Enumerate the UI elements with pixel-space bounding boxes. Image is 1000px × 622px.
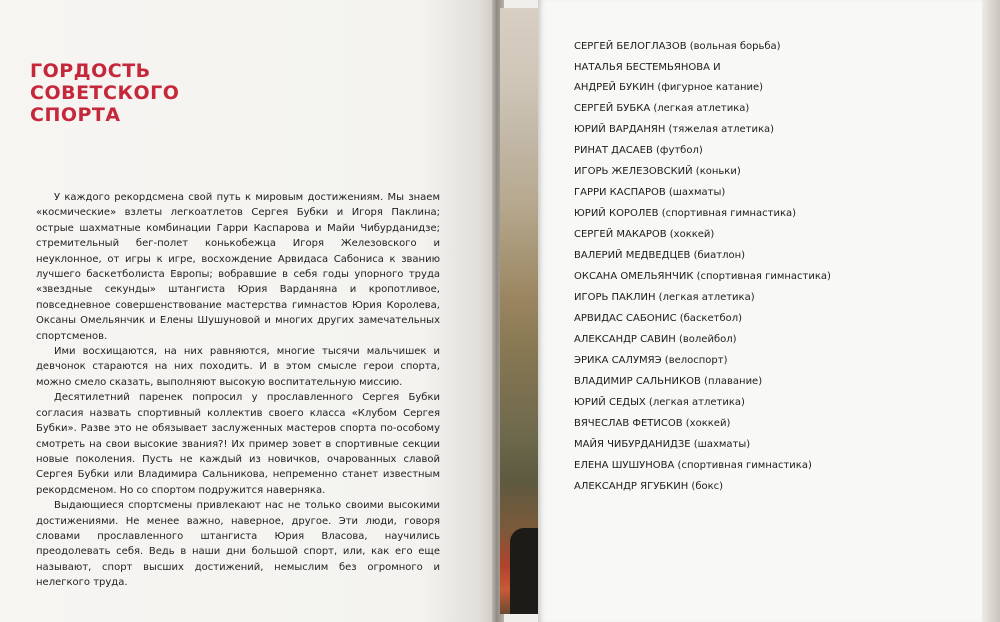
athlete-name: РИНАТ ДАСАЕВ (футбол): [574, 145, 703, 156]
list-item: [574, 208, 974, 229]
paragraph: Выдающиеся спортсмены привлекают нас не только своими высокими достижениями. Не менее важно, наверное, другое. Эти люди, говоря словами прославленного штангиста Юрия Власова, научились преодолевать себя. Ведь в наши дни большой спорт, или, как его еще называют, спорт высших достижений, немыслим без огромного и нелегкого труда.: [36, 500, 440, 589]
athlete-name: СЕРГЕЙ МАКАРОВ (хоккей): [574, 229, 715, 240]
list-item: [574, 376, 974, 397]
athlete-name: АЛЕКСАНДР САВИН (волейбол): [574, 334, 737, 345]
title-line: СПОРТА: [30, 104, 121, 126]
page-title: [30, 60, 179, 126]
list-item: [574, 418, 974, 439]
list-item: [574, 145, 974, 166]
athlete-list: [574, 41, 974, 502]
article-body: [36, 190, 440, 591]
athlete-name: АЛЕКСАНДР ЯГУБКИН (бокс): [574, 481, 724, 492]
athlete-name: ВЛАДИМИР САЛЬНИКОВ (плавание): [574, 376, 763, 387]
paragraph: Десятилетний паренек попросил у прославленного Сергея Бубки согласия назвать спортивный коллектив своего класса «Клубом Сергея Бубки». Разве это не обязывает заслуженных мастеров спорта по-особому смотреть на свои высокие звания?! Их пример зовет в спортивные секции новые поколения. Пусть не каждый из новичков, очарованных славой Сергея Бубки или Владимира Сальникова, непременно станет известным рекордсменом. Но со спортом подружится наверняка.: [36, 392, 440, 496]
left-page: [0, 0, 494, 622]
list-item: [574, 62, 974, 103]
athlete-name-continued: АНДРЕЙ БУКИН (фигурное катание): [574, 82, 764, 93]
list-item: [574, 397, 974, 418]
athlete-name: ИГОРЬ ЖЕЛЕЗОВСКИЙ (коньки): [574, 166, 741, 177]
athlete-name: АРВИДАС САБОНИС (баскетбол): [574, 313, 743, 324]
title-line: ГОРДОСТЬ: [30, 60, 151, 82]
list-item: [574, 166, 974, 187]
photo-edge: [500, 8, 540, 614]
athlete-name: ЭРИКА САЛУМЯЭ (велоспорт): [574, 355, 728, 366]
athlete-name: ГАРРИ КАСПАРОВ (шахматы): [574, 187, 726, 198]
list-item: [574, 229, 974, 250]
list-item: [574, 271, 974, 292]
list-item: [574, 41, 974, 62]
list-item: [574, 103, 974, 124]
paragraph: У каждого рекордсмена свой путь к мировым достижениям. Мы знаем «космические» взлеты легкоатлетов Сергея Бубки и Игоря Паклина; острые шахматные комбинации Гарри Каспарова и Майи Чибурданидзе; стремительный бег-полет конькобежца Игоря Железовского и неуклонное, от игры к игре, восхождение Арвидаса Сабониса к званию лучшего баскетболиста Европы; вобравшие в себя годы упорного труда «звездные секунды» штангиста Юрия Варданяна и кропотливое, повседневное совершенствование мастерства гимнастов Юрия Королева, Оксаны Омельянчик и Елены Шушуновой и многих других замечательных спортсменов.: [36, 192, 440, 342]
list-item: [574, 250, 974, 271]
paragraph: Ими восхищаются, на них равняются, многие тысячи мальчишек и девчонок стараются на них походить. И в этом смысле герои спорта, можно смело сказать, выполняют высокую воспитательную миссию.: [36, 346, 440, 388]
list-item: [574, 460, 974, 481]
list-item: [574, 187, 974, 208]
list-item: [574, 439, 974, 460]
list-item: [574, 355, 974, 376]
athlete-name: ЕЛЕНА ШУШУНОВА (спортивная гимнастика): [574, 460, 812, 471]
list-item: [574, 313, 974, 334]
athlete-name: ЮРИЙ ВАРДАНЯН (тяжелая атлетика): [574, 124, 775, 135]
athlete-name: ВАЛЕРИЙ МЕДВЕДЦЕВ (биатлон): [574, 250, 746, 261]
athlete-name: СЕРГЕЙ БУБКА (легкая атлетика): [574, 103, 750, 114]
page-edge: [982, 0, 1000, 622]
athlete-name: ИГОРЬ ПАКЛИН (легкая атлетика): [574, 292, 755, 303]
photo-figure: [510, 528, 540, 614]
athlete-name: СЕРГЕЙ БЕЛОГЛАЗОВ (вольная борьба): [574, 41, 781, 52]
athlete-name: ОКСАНА ОМЕЛЬЯНЧИК (спортивная гимнастика): [574, 271, 831, 282]
list-item: [574, 481, 974, 502]
athlete-name: МАЙЯ ЧИБУРДАНИДЗЕ (шахматы): [574, 439, 751, 450]
title-line: СОВЕТСКОГО: [30, 82, 180, 104]
athlete-name: ЮРИЙ СЕДЫХ (легкая атлетика): [574, 397, 745, 408]
athlete-name: НАТАЛЬЯ БЕСТЕМЬЯНОВА И: [574, 62, 721, 73]
list-item: [574, 334, 974, 355]
list-item: [574, 124, 974, 145]
list-item: [574, 292, 974, 313]
athlete-name: ЮРИЙ КОРОЛЕВ (спортивная гимнастика): [574, 208, 797, 219]
athlete-name: ВЯЧЕСЛАВ ФЕТИСОВ (хоккей): [574, 418, 731, 429]
